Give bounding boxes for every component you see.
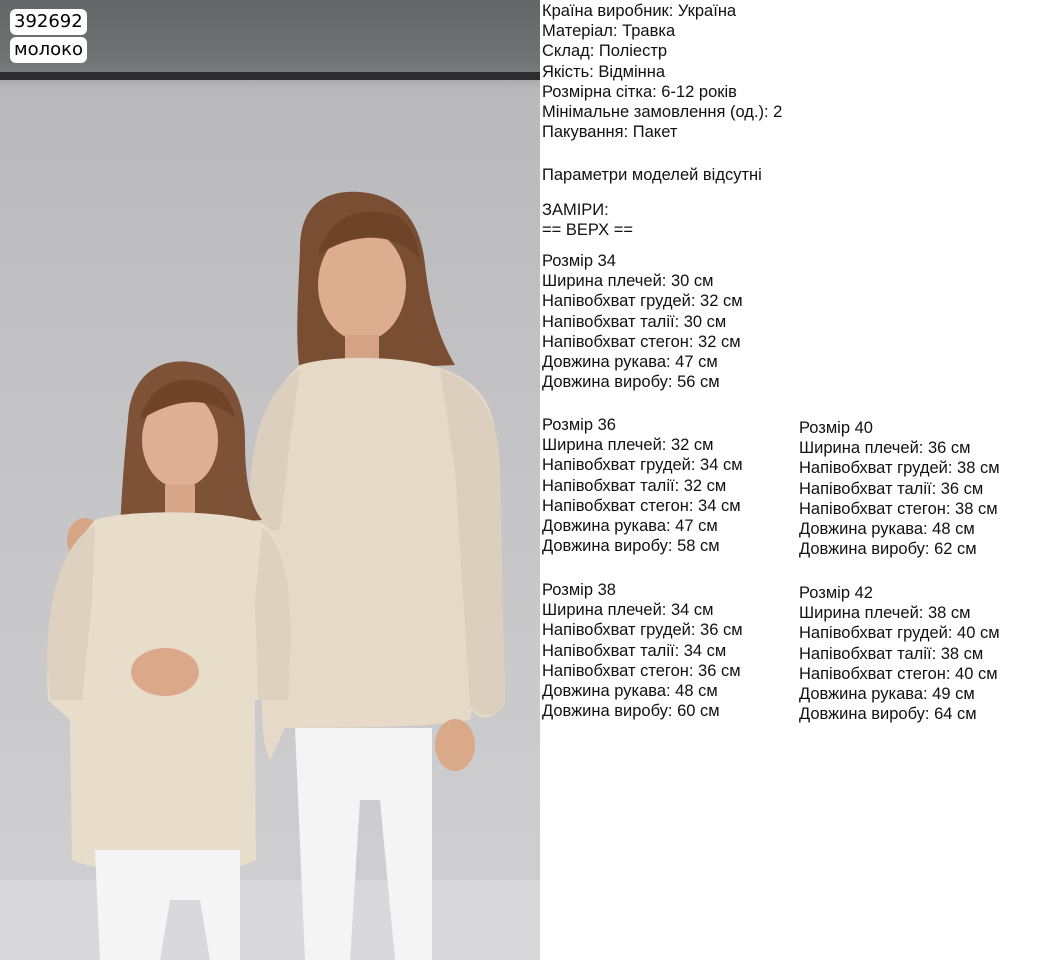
info-quality: Якість: Відмінна	[542, 62, 666, 81]
size-title: Розмір 36	[542, 416, 616, 434]
size-title: Розмір 40	[799, 419, 873, 437]
info-composition: Склад: Поліестр	[542, 42, 668, 61]
size-block-38	[542, 580, 743, 721]
size-line: Ширина плечей: 30 см	[542, 272, 714, 291]
product-code-label: 392692	[10, 9, 87, 35]
size-line: Довжина рукава: 47 см	[542, 352, 718, 371]
size-line: Довжина рукава: 48 см	[542, 681, 718, 700]
backdrop-bar	[0, 72, 540, 80]
info-size-range: Розмірна сітка: 6-12 років	[542, 82, 737, 101]
size-line: Напівобхват талії: 30 см	[542, 312, 727, 331]
size-line: Довжина рукава: 48 см	[799, 519, 975, 538]
size-line: Напівобхват стегон: 36 см	[542, 661, 741, 680]
size-line: Ширина плечей: 36 см	[799, 439, 971, 458]
size-line: Напівобхват стегон: 32 см	[542, 332, 741, 351]
size-line: Довжина виробу: 60 см	[542, 702, 720, 721]
size-title: Розмір 34	[542, 252, 616, 270]
product-info	[542, 1, 782, 240]
size-line: Довжина рукава: 47 см	[542, 516, 718, 535]
size-title: Розмір 42	[799, 584, 873, 602]
size-line: Довжина виробу: 62 см	[799, 540, 977, 559]
size-block-40	[799, 418, 1000, 559]
models-note: Параметри моделей відсутні	[542, 166, 762, 185]
section-title: == ВЕРХ ==	[542, 220, 633, 239]
size-line: Напівобхват талії: 38 см	[799, 644, 984, 663]
size-line: Довжина виробу: 56 см	[542, 373, 720, 392]
info-country: Країна виробник: Україна	[542, 2, 737, 20]
size-block-34	[542, 251, 743, 392]
size-line: Довжина виробу: 58 см	[542, 537, 720, 556]
size-line: Напівобхват стегон: 40 см	[799, 664, 998, 683]
size-line: Напівобхват грудей: 34 см	[542, 456, 743, 475]
measurements-title: ЗАМІРИ:	[542, 200, 609, 219]
info-packaging: Пакування: Пакет	[542, 123, 678, 142]
size-block-36	[542, 415, 743, 556]
size-block-42	[799, 583, 1000, 724]
size-line: Ширина плечей: 34 см	[542, 601, 714, 620]
size-line: Напівобхват грудей: 32 см	[542, 292, 743, 311]
info-min-order: Мінімальне замовлення (од.): 2	[542, 102, 783, 121]
info-material: Матеріал: Травка	[542, 22, 676, 41]
size-line: Напівобхват грудей: 36 см	[542, 621, 743, 640]
product-color-label: молоко	[10, 37, 87, 63]
size-line: Ширина плечей: 38 см	[799, 604, 971, 623]
size-line: Напівобхват стегон: 38 см	[799, 499, 998, 518]
size-line: Довжина виробу: 64 см	[799, 705, 977, 724]
size-line: Напівобхват грудей: 38 см	[799, 459, 1000, 478]
size-line: Напівобхват талії: 32 см	[542, 476, 727, 495]
size-line: Довжина рукава: 49 см	[799, 684, 975, 703]
size-line: Напівобхват талії: 36 см	[799, 479, 984, 498]
size-line: Напівобхват грудей: 40 см	[799, 624, 1000, 643]
size-title: Розмір 38	[542, 581, 616, 599]
size-line: Напівобхват стегон: 34 см	[542, 496, 741, 515]
size-line: Ширина плечей: 32 см	[542, 436, 714, 455]
size-line: Напівобхват талії: 34 см	[542, 641, 727, 660]
